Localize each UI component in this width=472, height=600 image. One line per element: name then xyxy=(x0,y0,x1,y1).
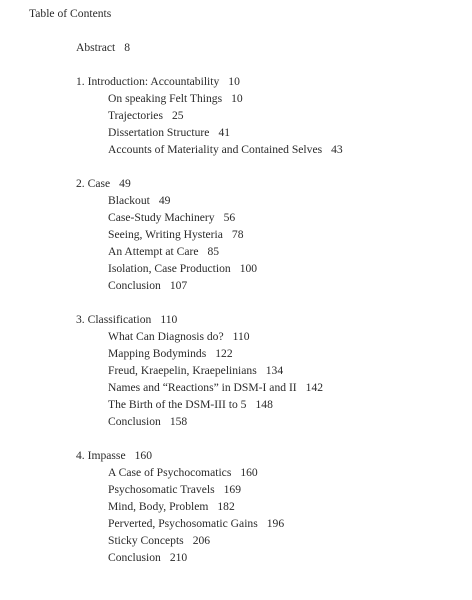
section-page-number: 100 xyxy=(239,262,258,275)
section-title: On speaking Felt Things xyxy=(108,92,223,105)
section-page-number: 78 xyxy=(231,228,244,241)
section-title: Case-Study Machinery xyxy=(108,211,215,224)
section-title: Psychosomatic Travels xyxy=(108,483,215,496)
toc-section[interactable] xyxy=(76,532,456,549)
chapter-title: 2. Case xyxy=(76,177,111,190)
spacer xyxy=(76,294,456,311)
toc-section[interactable] xyxy=(76,260,456,277)
toc-section[interactable] xyxy=(76,90,456,107)
spacer xyxy=(76,56,456,73)
section-page-number: 148 xyxy=(255,398,273,411)
toc-section[interactable] xyxy=(76,192,456,209)
toc-section[interactable] xyxy=(76,549,456,566)
toc-section[interactable] xyxy=(76,498,456,515)
toc-section[interactable] xyxy=(76,413,456,430)
section-title: Dissertation Structure xyxy=(108,126,210,139)
section-page-number: 10 xyxy=(231,92,243,105)
toc-section[interactable] xyxy=(76,515,456,532)
section-title: Mapping Bodyminds xyxy=(108,347,207,360)
chapter-page-number: 110 xyxy=(160,313,178,326)
toc-section[interactable] xyxy=(76,328,456,345)
toc-section[interactable] xyxy=(76,107,456,124)
section-page-number: 41 xyxy=(218,126,231,139)
toc-section[interactable] xyxy=(76,464,456,481)
toc-section[interactable] xyxy=(76,141,456,158)
toc-chapter-1[interactable] xyxy=(76,73,456,90)
section-page-number: 43 xyxy=(331,143,343,156)
toc-section[interactable] xyxy=(76,396,456,413)
section-page-number: 107 xyxy=(169,279,188,292)
chapter-title: 1. Introduction: Accountability xyxy=(76,75,220,88)
section-title: Conclusion xyxy=(108,551,161,564)
section-page-number: 206 xyxy=(192,534,211,547)
section-page-number: 142 xyxy=(305,381,324,394)
chapter-title: 3. Classification xyxy=(76,313,152,326)
section-title: Seeing, Writing Hysteria xyxy=(108,228,223,241)
section-title: What Can Diagnosis do? xyxy=(108,330,224,343)
toc-section[interactable] xyxy=(76,481,456,498)
chapter-page-number: 49 xyxy=(119,177,131,190)
section-title: Accounts of Materiality and Contained Selves xyxy=(108,143,323,156)
section-page-number: 134 xyxy=(265,364,284,377)
chapter-title: 4. Impasse xyxy=(76,449,126,462)
toc-section[interactable] xyxy=(76,243,456,260)
section-title: A Case of Psychocomatics xyxy=(108,466,232,479)
chapter-page-number: 10 xyxy=(228,75,240,88)
chapter-page-number: 160 xyxy=(134,449,152,462)
section-title: Isolation, Case Production xyxy=(108,262,231,275)
toc-chapter-4[interactable] xyxy=(76,447,456,464)
section-page-number: 122 xyxy=(215,347,233,360)
toc-section[interactable] xyxy=(76,379,456,396)
section-title: Blackout xyxy=(108,194,150,207)
section-page-number: 56 xyxy=(223,211,236,224)
section-page-number: 49 xyxy=(158,194,171,207)
section-page-number: 85 xyxy=(207,245,220,258)
section-title: Mind, Body, Problem xyxy=(108,500,209,513)
toc-section[interactable] xyxy=(76,209,456,226)
section-page-number: 182 xyxy=(217,500,235,513)
section-page-number: 210 xyxy=(169,551,188,564)
section-title: Conclusion xyxy=(108,415,161,428)
section-title: An Attempt at Care xyxy=(108,245,199,258)
entry-title: Abstract xyxy=(76,41,116,54)
section-title: Names and “Reactions” in DSM-I and II xyxy=(108,381,297,394)
toc-section[interactable] xyxy=(76,124,456,141)
spacer xyxy=(76,158,456,175)
toc-section[interactable] xyxy=(76,226,456,243)
toc-chapter-2[interactable] xyxy=(76,175,456,192)
toc-chapter-3[interactable] xyxy=(76,311,456,328)
page-title: Table of Contents xyxy=(29,7,112,20)
section-title: Freud, Kraepelin, Kraepelinians xyxy=(108,364,257,377)
entry-page-number: 8 xyxy=(124,41,131,54)
spacer xyxy=(76,430,456,447)
section-title: Trajectories xyxy=(108,109,163,122)
section-page-number: 158 xyxy=(169,415,188,428)
toc-section[interactable] xyxy=(76,277,456,294)
section-page-number: 196 xyxy=(266,517,285,530)
section-page-number: 25 xyxy=(171,109,184,122)
section-title: Sticky Concepts xyxy=(108,534,184,547)
table-of-contents xyxy=(76,39,456,566)
section-page-number: 169 xyxy=(223,483,241,496)
toc-section[interactable] xyxy=(76,362,456,379)
toc-section[interactable] xyxy=(76,345,456,362)
section-title: Perverted, Psychosomatic Gains xyxy=(108,517,258,530)
toc-entry-abstract[interactable] xyxy=(76,39,456,56)
section-page-number: 160 xyxy=(240,466,258,479)
section-title: The Birth of the DSM-III to 5 xyxy=(108,398,247,411)
section-title: Conclusion xyxy=(108,279,161,292)
section-page-number: 110 xyxy=(232,330,250,343)
